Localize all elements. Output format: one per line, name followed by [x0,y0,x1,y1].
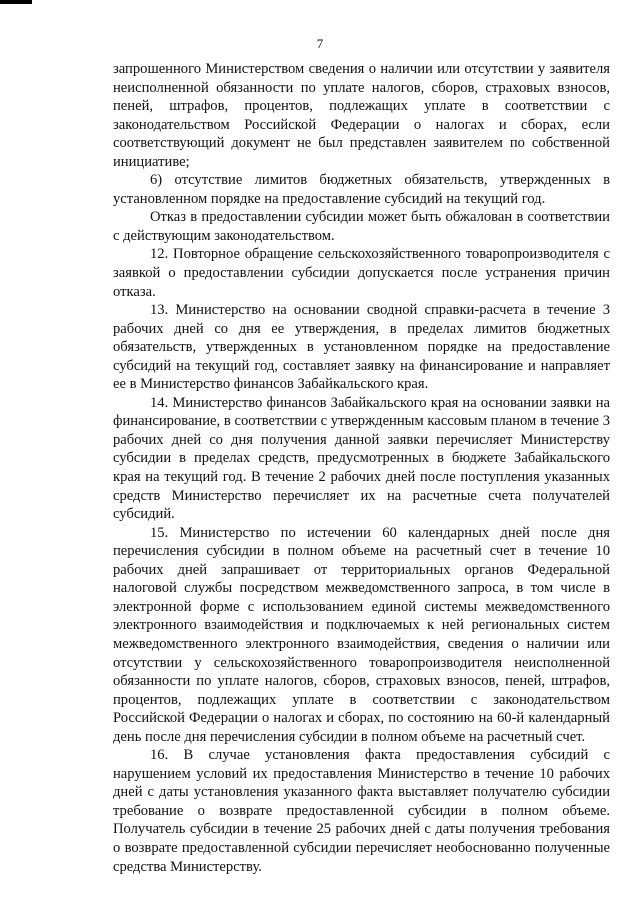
paragraph-12: 12. Повторное обращение сельскохозяйственного товаропроизводителя с заявкой о предоставлении субсидии допускается после устранения причин отказа. [113,246,610,300]
paragraph-15: 15. Министерство по истечении 60 календарных дней после дня перечисления субсидии в полном объеме на расчетный счет в течение 10 рабочих дней запрашивает от территориальных органов Федеральной налоговой службы посредством межведомственного запроса, в том числе в электронной форме с использованием единой системы межведомственного электронного взаимодействия и подключаемых к ней региональных систем межведомственного электронного взаимодействия, сведения о наличии или отсутствии у сельскохозяйственного товаропроизводителя неисполненной обязанности по уплате налогов, сборов, страховых взносов, пеней, штрафов, процентов, подлежащих уплате в соответствии с законодательством Российской Федерации о налогах и сборах, по состоянию на 60-й календарный день после дня перечисления субсидии в полном объеме на расчетный счет. [113,524,610,745]
scan-corner-mark [0,0,32,4]
paragraph-13: 13. Министерство на основании сводной справки-расчета в течение 3 рабочих дней со дня ее утверждения, в пределах лимитов бюджетных обязательств, утвержденных в установленном порядке на предоставление субсидий на текущий год, составляет заявку на финансирование и направляет ее в Министерство финансов Забайкальского края. [113,302,610,393]
page-number: 7 [316,36,324,51]
paragraph-14: 14. Министерство финансов Забайкальского края на основании заявки на финансирование, в соответствии с утвержденным кассовым планом в течение 3 рабочих дней со дня получения данной заявки перечисляет Министерству субсидии в пределах средств, предусмотренных в бюджете Забайкальского края на текущий год. В течение 2 рабочих дней после поступления указанных средств Министерство перечисляет их на расчетные счета получателей субсидий. [113,394,610,523]
paragraph-continuation: запрошенного Министерством сведения о наличии или отсутствии у заявителя неисполненной обязанности по уплате налогов, сборов, страховых взносов, пеней, штрафов, процентов, подлежащих уплате в соответствии с законодательством Российской Федерации о налогах и сборах, если соответствующий документ не был представлен заявителем по собственной инициативе; [113,61,610,170]
paragraph-item-6: 6) отсутствие лимитов бюджетных обязательств, утвержденных в установленном порядке на предоставление субсидий на текущий год. [113,172,610,207]
document-body [113,60,610,876]
paragraph-refusal-appeal: Отказ в предоставлении субсидии может быть обжалован в соответствии с действующим законодательством. [113,209,610,244]
paragraph-16: 16. В случае установления факта предоставления субсидий с нарушением условий их предоставления Министерство в течение 10 рабочих дней с даты установления указанного факта выставляет получателю субсидии требование о возврате предоставленной субсидии в полном объеме. Получатель субсидии в течение 25 рабочих дней с даты получения требования о возврате предоставленной субсидии перечисляет необоснованно полученные средства Министерству. [113,747,610,875]
